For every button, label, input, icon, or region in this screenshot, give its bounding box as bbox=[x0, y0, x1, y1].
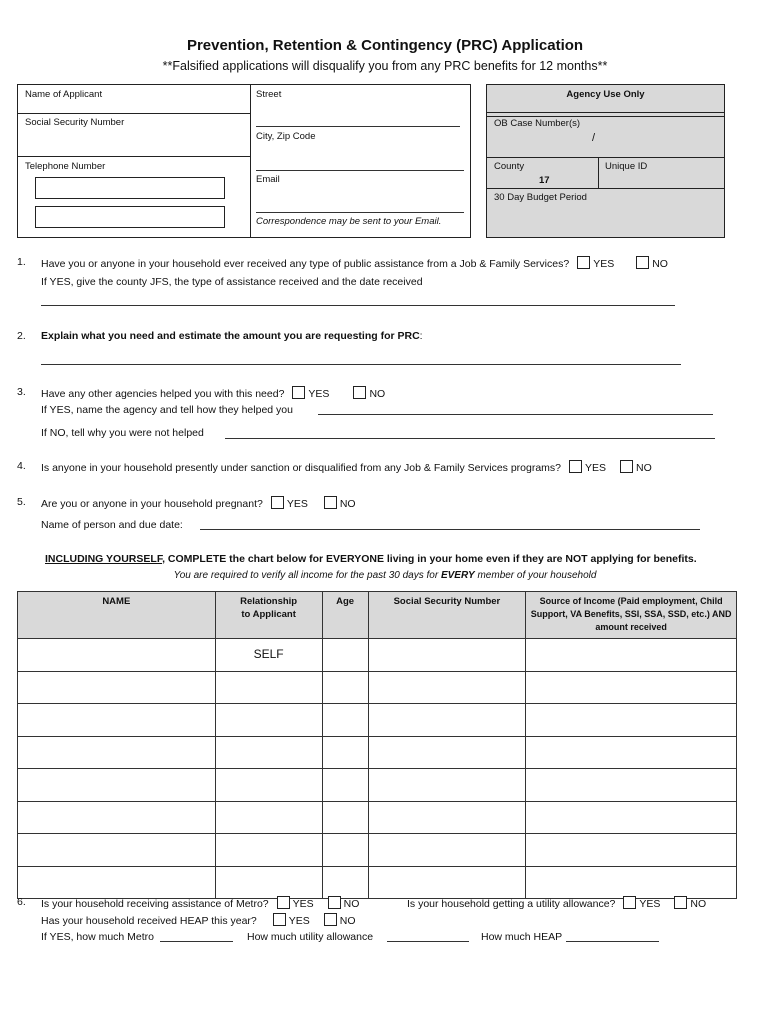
q6-utility-no-label: NO bbox=[690, 898, 707, 910]
q6-heap-text: Has your household received HEAP this year? bbox=[41, 915, 257, 927]
household-members-table bbox=[17, 591, 737, 899]
table-cell[interactable] bbox=[18, 704, 216, 737]
q2-text: Explain what you need and estimate the amount you are requesting for PRC bbox=[41, 330, 420, 342]
table-cell[interactable] bbox=[215, 801, 322, 834]
q6-row-2 bbox=[41, 913, 356, 927]
q5-yes-checkbox[interactable] bbox=[271, 496, 284, 509]
q3-if-no: If NO, tell why you were not helped bbox=[41, 427, 204, 439]
q6-metro-amount-line[interactable] bbox=[160, 941, 233, 942]
q2-number: 2. bbox=[17, 330, 26, 342]
table-row bbox=[18, 704, 737, 737]
q6-utility-text: Is your household getting a utility allowance? bbox=[407, 898, 616, 910]
q1-no-label: NO bbox=[652, 258, 668, 270]
q3-text: Have any other agencies helped you with this need? bbox=[41, 388, 285, 400]
q6-heap-amount-label: How much HEAP bbox=[481, 931, 563, 943]
self-cell: SELF bbox=[215, 639, 322, 672]
table-cell[interactable] bbox=[526, 704, 737, 737]
q6-utility-yes-label: YES bbox=[639, 898, 661, 910]
q2-answer-line[interactable] bbox=[41, 364, 681, 365]
q3-if-yes-line[interactable] bbox=[318, 414, 713, 415]
table-row bbox=[18, 671, 737, 704]
table-cell[interactable] bbox=[18, 866, 216, 899]
table-cell[interactable] bbox=[18, 736, 216, 769]
table-cell[interactable] bbox=[368, 769, 526, 802]
q6-row-1b bbox=[407, 896, 706, 910]
table-cell[interactable] bbox=[526, 736, 737, 769]
table-cell[interactable] bbox=[526, 866, 737, 899]
county-label: County bbox=[494, 161, 525, 172]
q6-metro-amount-label: If YES, how much Metro bbox=[41, 931, 155, 943]
q6-heap-amount-line[interactable] bbox=[566, 941, 659, 942]
table-cell[interactable] bbox=[322, 801, 368, 834]
q1-answer-line[interactable] bbox=[41, 305, 675, 306]
q6-row-1 bbox=[41, 896, 359, 910]
note-post: member of your household bbox=[474, 570, 597, 581]
q4-yes-checkbox[interactable] bbox=[569, 460, 582, 473]
q5-number: 5. bbox=[17, 496, 26, 508]
telephone-label: Telephone Number bbox=[25, 161, 106, 172]
q4-text: Is anyone in your household presently under sanction or disqualified from any Job & Family Services programs? bbox=[41, 462, 562, 474]
table-cell[interactable] bbox=[526, 769, 737, 802]
table-cell[interactable] bbox=[322, 704, 368, 737]
q6-number: 6. bbox=[17, 896, 26, 908]
q6-metro-yes-checkbox[interactable] bbox=[277, 896, 290, 909]
name-of-applicant-label: Name of Applicant bbox=[25, 89, 103, 100]
q4-no-label: NO bbox=[636, 462, 652, 474]
q4-number: 4. bbox=[17, 460, 26, 472]
q6-heap-no-checkbox[interactable] bbox=[324, 913, 337, 926]
table-cell[interactable] bbox=[368, 866, 526, 899]
q1-row bbox=[41, 256, 668, 270]
col-ssn-header: Social Security Number bbox=[368, 592, 526, 639]
ob-case-value: / bbox=[592, 132, 596, 144]
q3-number: 3. bbox=[17, 386, 26, 398]
q5-yes-label: YES bbox=[286, 498, 308, 510]
household-income-note bbox=[0, 570, 770, 581]
table-cell[interactable] bbox=[215, 769, 322, 802]
col-income-header: Source of Income (Paid employment, Child Support, VA Benefits, SSI, SSA, SSD, etc.) AND amount received bbox=[526, 592, 737, 639]
col-relationship-header: Relationship to Applicant bbox=[215, 592, 322, 639]
q6-utility-amount-label: How much utility allowance bbox=[247, 931, 374, 943]
agency-use-heading: Agency Use Only bbox=[566, 89, 645, 100]
q1-yes-label: YES bbox=[593, 258, 615, 270]
q3-row bbox=[41, 386, 385, 400]
table-cell[interactable] bbox=[368, 801, 526, 834]
q1-no-checkbox[interactable] bbox=[636, 256, 649, 269]
table-cell[interactable] bbox=[526, 801, 737, 834]
q6-heap-yes-checkbox[interactable] bbox=[273, 913, 286, 926]
email-label: Email bbox=[256, 174, 280, 185]
q1-subtext: If YES, give the county JFS, the type of assistance received and the date received bbox=[41, 276, 423, 288]
table-cell[interactable] bbox=[215, 866, 322, 899]
q4-yes-label: YES bbox=[585, 462, 607, 474]
note-pre: You are required to verify all income for the past 30 days for bbox=[173, 570, 441, 581]
household-instruction-rest: , COMPLETE the chart below for EVERYONE living in your home even if they are NOT applying for benefits. bbox=[162, 553, 697, 565]
q5-no-checkbox[interactable] bbox=[324, 496, 337, 509]
q3-no-label: NO bbox=[369, 388, 386, 400]
table-cell[interactable] bbox=[322, 834, 368, 867]
table-header-row bbox=[18, 592, 737, 639]
q6-heap-no-label: NO bbox=[339, 915, 356, 927]
warning-subtitle: **Falsified applications will disqualify you from any PRC benefits for 12 months** bbox=[162, 59, 608, 73]
q3-no-checkbox[interactable] bbox=[353, 386, 366, 399]
street-label: Street bbox=[256, 89, 282, 100]
city-zip-label: City, Zip Code bbox=[256, 131, 316, 142]
table-cell[interactable] bbox=[526, 671, 737, 704]
table-cell[interactable] bbox=[322, 671, 368, 704]
street-line[interactable] bbox=[256, 126, 460, 127]
q5-text: Are you or anyone in your household pregnant? bbox=[41, 498, 263, 510]
telephone-field-1[interactable] bbox=[35, 177, 225, 199]
table-cell[interactable] bbox=[215, 704, 322, 737]
table-cell[interactable] bbox=[18, 769, 216, 802]
ob-case-label: OB Case Number(s) bbox=[494, 118, 581, 129]
table-row bbox=[18, 801, 737, 834]
q6-metro-no-label: NO bbox=[343, 898, 360, 910]
table-cell[interactable] bbox=[18, 801, 216, 834]
table-cell[interactable] bbox=[18, 639, 216, 672]
unique-id-label: Unique ID bbox=[605, 161, 648, 172]
table-cell[interactable] bbox=[18, 671, 216, 704]
q2-row bbox=[41, 330, 423, 342]
table-cell[interactable] bbox=[215, 736, 322, 769]
table-cell[interactable] bbox=[322, 639, 368, 672]
table-cell[interactable] bbox=[322, 866, 368, 899]
page-title: Prevention, Retention & Contingency (PRC) Application bbox=[186, 37, 584, 54]
q5-row bbox=[41, 496, 356, 510]
q6-metro-text: Is your household receiving assistance of Metro? bbox=[41, 898, 269, 910]
table-cell[interactable] bbox=[368, 834, 526, 867]
q6-utility-yes-checkbox[interactable] bbox=[623, 896, 636, 909]
email-line[interactable] bbox=[256, 212, 464, 213]
table-cell[interactable] bbox=[215, 834, 322, 867]
q6-utility-no-checkbox[interactable] bbox=[674, 896, 687, 909]
q6-metro-no-checkbox[interactable] bbox=[328, 896, 341, 909]
household-instruction bbox=[45, 553, 697, 565]
table-cell[interactable] bbox=[322, 769, 368, 802]
table-cell[interactable] bbox=[322, 736, 368, 769]
q3-if-yes: If YES, name the agency and tell how they helped you bbox=[41, 404, 293, 416]
q5-subtext: Name of person and due date: bbox=[41, 519, 183, 531]
q1-number: 1. bbox=[17, 256, 26, 268]
table-row bbox=[18, 769, 737, 802]
q4-row bbox=[41, 460, 652, 474]
col-name-header: NAME bbox=[18, 592, 216, 639]
table-cell[interactable] bbox=[368, 736, 526, 769]
q2-colon: : bbox=[419, 330, 423, 342]
q6-heap-yes-label: YES bbox=[288, 915, 310, 927]
q5-answer-line[interactable] bbox=[200, 529, 700, 530]
including-yourself-text: INCLUDING YOURSELF bbox=[45, 553, 163, 565]
table-cell[interactable] bbox=[368, 704, 526, 737]
table-cell[interactable] bbox=[18, 834, 216, 867]
q1-yes-checkbox[interactable] bbox=[577, 256, 590, 269]
table-row bbox=[18, 736, 737, 769]
table-row bbox=[18, 866, 737, 899]
table-cell[interactable] bbox=[368, 639, 526, 672]
q4-no-checkbox[interactable] bbox=[620, 460, 633, 473]
budget-period-label: 30 Day Budget Period bbox=[494, 192, 587, 203]
table-cell[interactable] bbox=[215, 671, 322, 704]
q1-text: Have you or anyone in your household ever received any type of public assistance from a Job & Family Services? bbox=[41, 258, 570, 270]
county-value: 17 bbox=[539, 175, 550, 186]
city-zip-line[interactable] bbox=[256, 170, 464, 171]
table-row bbox=[18, 834, 737, 867]
q5-no-label: NO bbox=[339, 498, 356, 510]
note-every: EVERY bbox=[440, 570, 475, 581]
q3-yes-checkbox[interactable] bbox=[292, 386, 305, 399]
ssn-label: Social Security Number bbox=[25, 117, 125, 128]
col-age-header: Age bbox=[322, 592, 368, 639]
applicant-info-box bbox=[17, 84, 471, 238]
q6-utility-amount-line[interactable] bbox=[387, 941, 469, 942]
q3-if-no-line[interactable] bbox=[225, 438, 715, 439]
agency-use-only-box bbox=[486, 84, 725, 238]
table-cell[interactable] bbox=[526, 639, 737, 672]
telephone-field-2[interactable] bbox=[35, 206, 225, 228]
table-row bbox=[18, 639, 737, 672]
q3-yes-label: YES bbox=[308, 388, 330, 400]
q6-metro-yes-label: YES bbox=[292, 898, 314, 910]
table-cell[interactable] bbox=[526, 834, 737, 867]
correspondence-note: Correspondence may be sent to your Email. bbox=[256, 216, 442, 227]
table-cell[interactable] bbox=[368, 671, 526, 704]
